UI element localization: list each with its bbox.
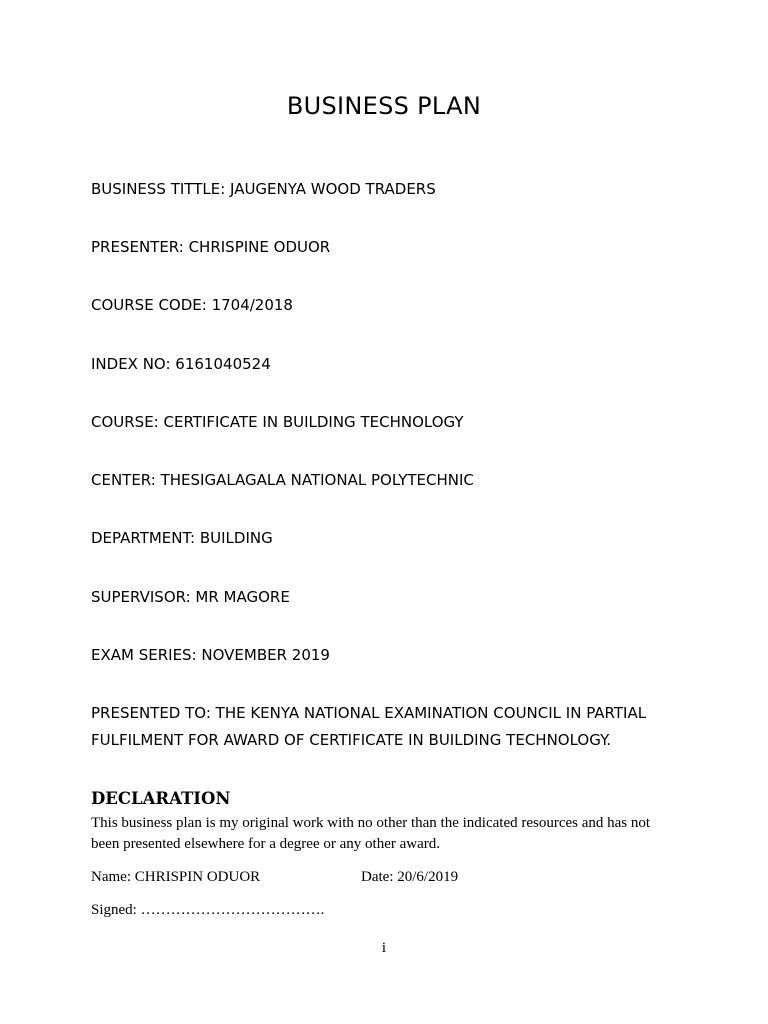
declaration-heading: DECLARATION bbox=[91, 789, 231, 808]
supervisor-field: SUPERVISOR: MR MAGORE bbox=[91, 588, 290, 606]
declaration-date: Date: 20/6/2019 bbox=[361, 869, 459, 885]
exam-series-field: EXAM SERIES: NOVEMBER 2019 bbox=[91, 646, 330, 664]
course-code-field: COURSE CODE: 1704/2018 bbox=[91, 296, 293, 314]
business-title-field: BUSINESS TITTLE: JAUGENYA WOOD TRADERS bbox=[91, 180, 436, 198]
center-field: CENTER: THESIGALAGALA NATIONAL POLYTECHNIC bbox=[91, 471, 474, 489]
department-field: DEPARTMENT: BUILDING bbox=[91, 529, 273, 547]
page-number: i bbox=[381, 940, 387, 956]
presenter-field: PRESENTER: CHRISPINE ODUOR bbox=[91, 238, 331, 256]
declaration-signed: Signed: ………………………………. bbox=[91, 902, 325, 918]
index-no-field: INDEX NO: 6161040524 bbox=[91, 355, 271, 373]
presented-to-field: PRESENTED TO: THE KENYA NATIONAL EXAMINATION COUNCIL IN PARTIAL FULFILMENT FOR AWARD OF CERTIFICATE IN BUILDING TECHNOLOGY. bbox=[91, 704, 647, 749]
document-title: BUSINESS PLAN bbox=[286, 92, 482, 120]
declaration-body: This business plan is my original work with no other than the indicated resources and has not been presented elsewhere for a degree or any other award. bbox=[91, 815, 651, 852]
course-field: COURSE: CERTIFICATE IN BUILDING TECHNOLOGY bbox=[91, 413, 464, 431]
declaration-name: Name: CHRISPIN ODUOR bbox=[91, 869, 261, 885]
